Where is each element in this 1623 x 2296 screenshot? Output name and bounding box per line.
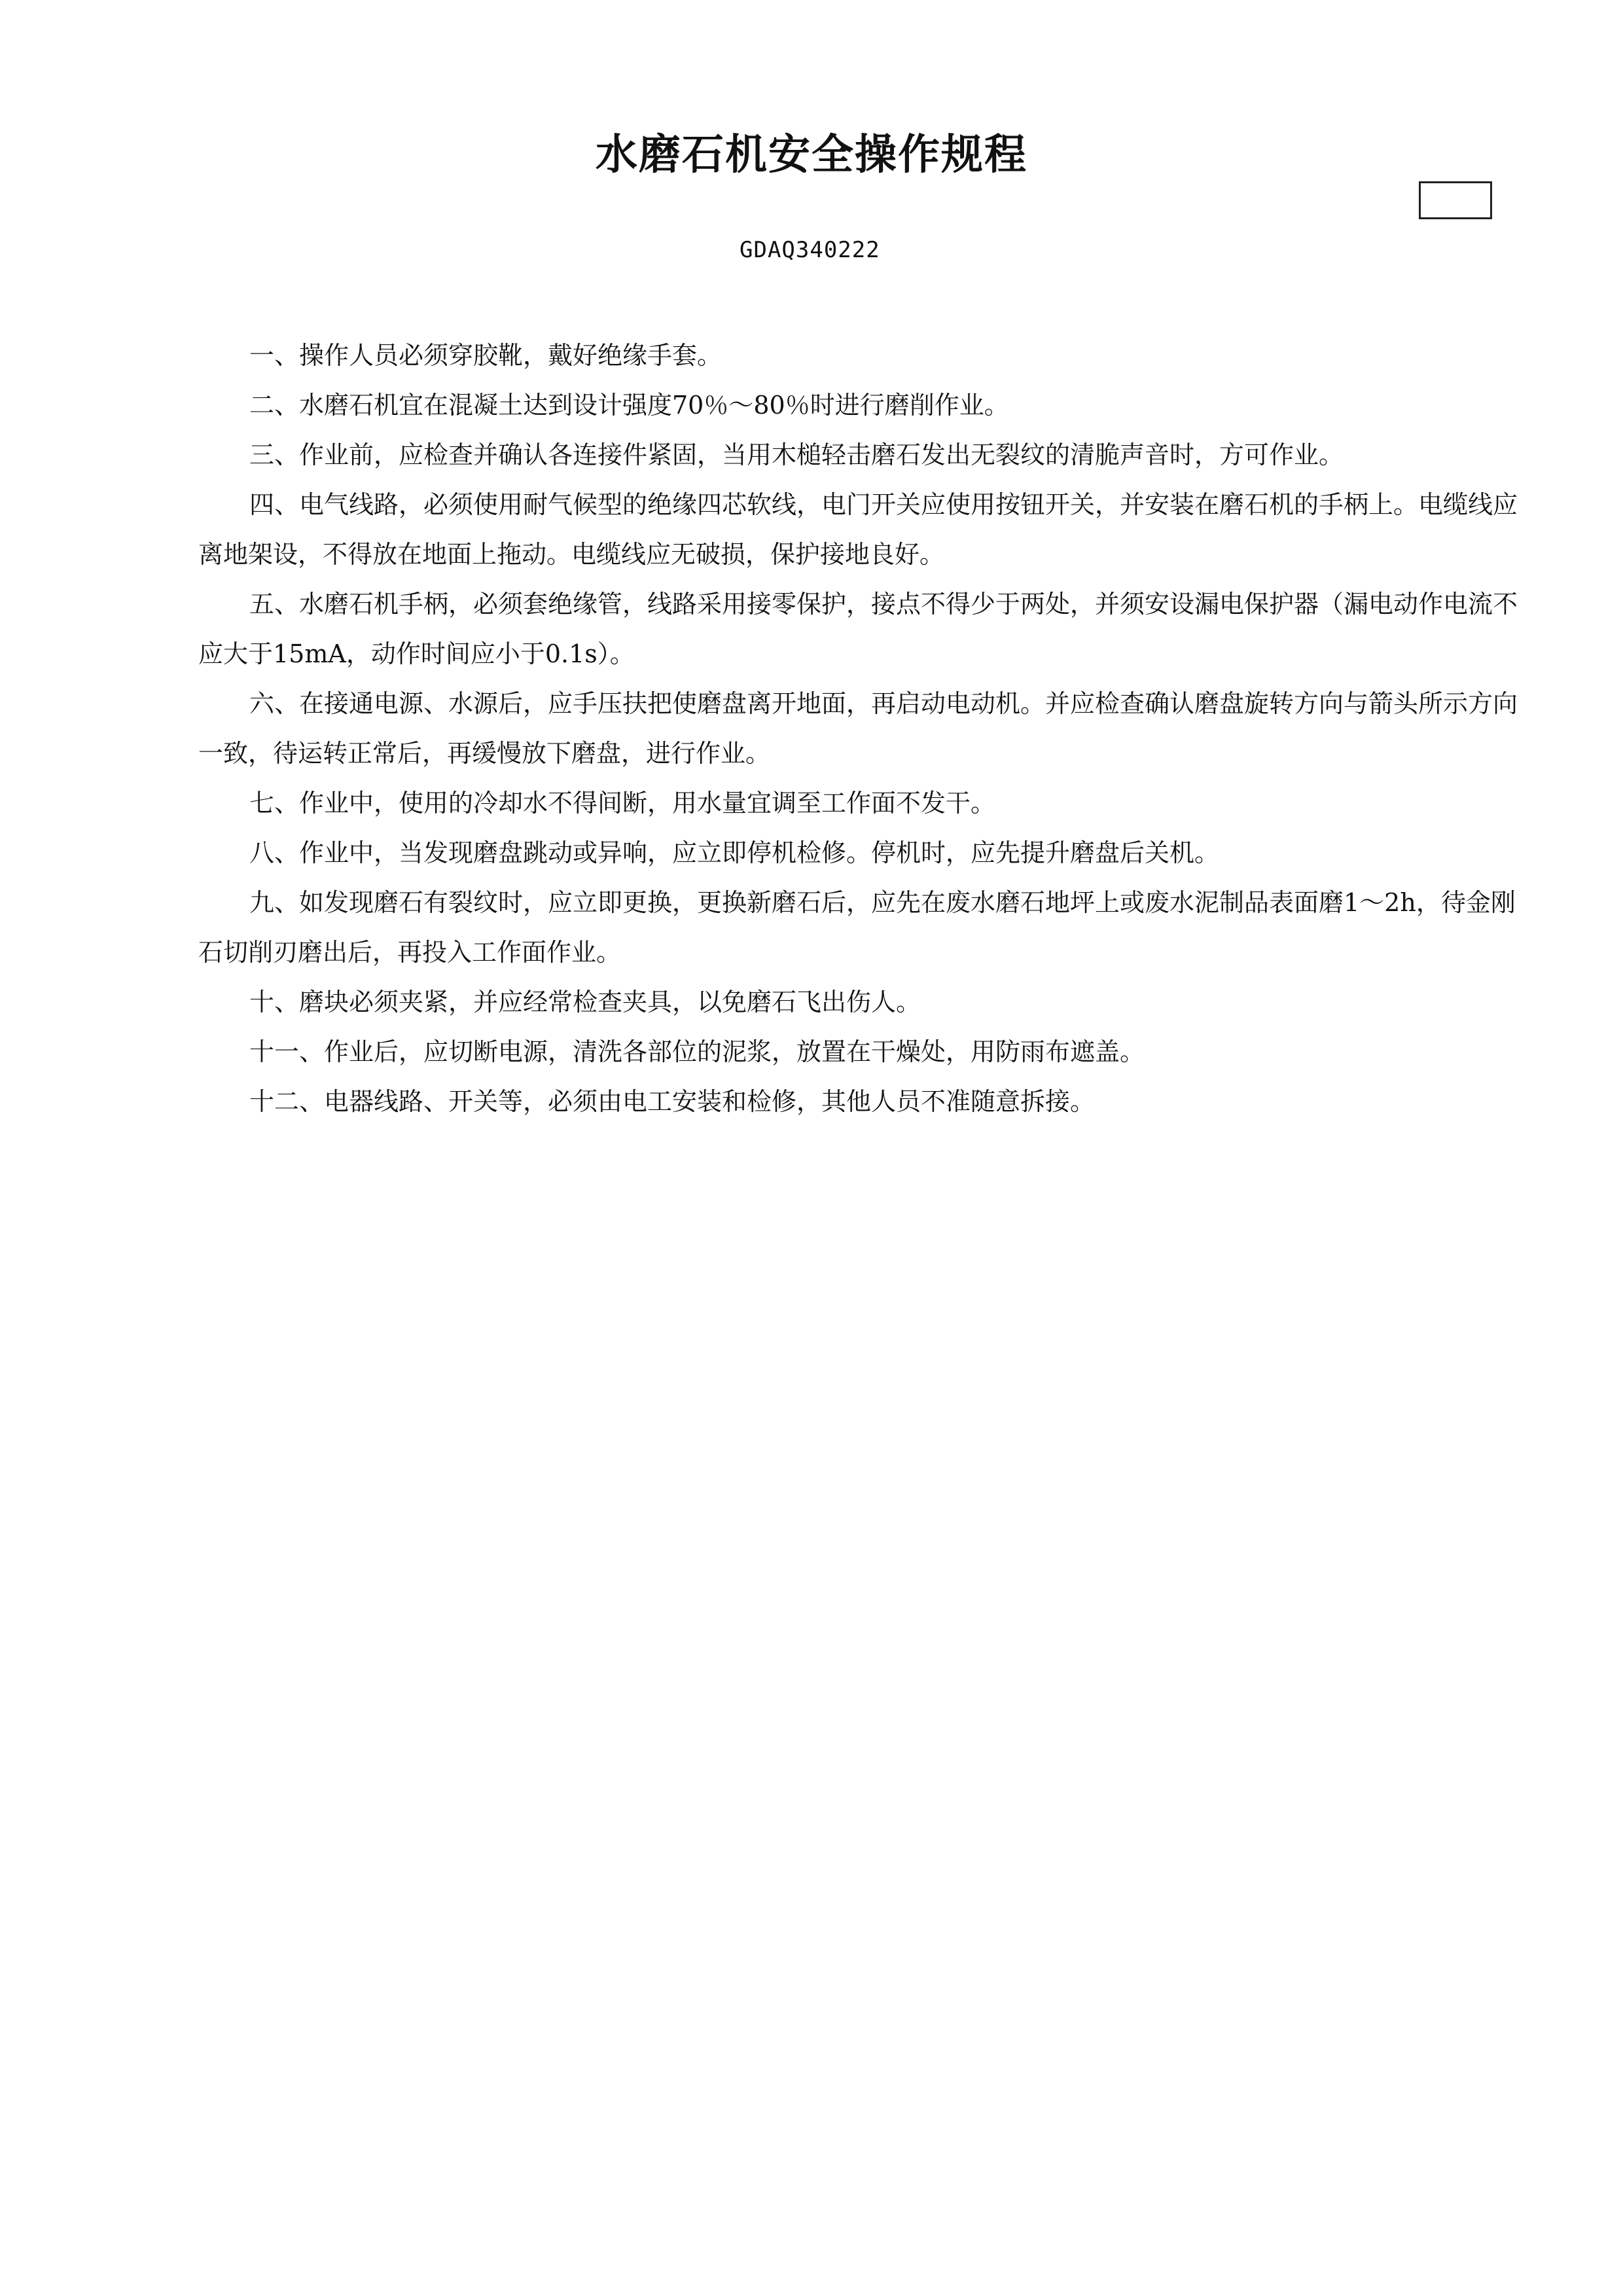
paragraph-2: 二、水磨石机宜在混凝土达到设计强度70％～80％时进行磨削作业。	[249, 391, 1009, 420]
paragraph-10: 十、磨块必须夹紧，并应经常检查夹具，以免磨石飞出伤人。	[249, 988, 921, 1016]
paragraph-4: 四、电气线路，必须使用耐气候型的绝缘四芯软线，电门开关应使用按钮开关，并安装在磨石机的手柄上。电缆线应离地架设，不得放在地面上拖动。电缆线应无破损，保护接地良好。	[198, 490, 1518, 569]
document-body	[198, 331, 1540, 1126]
paragraph-6: 六、在接通电源、水源后，应手压扶把使磨盘离开地面，再启动电动机。并应检查确认磨盘旋转方向与箭头所示方向一致，待运转正常后，再缓慢放下磨盘，进行作业。	[198, 689, 1518, 768]
paragraph-3: 三、作业前，应检查并确认各连接件紧固，当用木槌轻击磨石发出无裂纹的清脆声音时，方可作业。	[249, 440, 1344, 469]
paragraph-1: 一、操作人员必须穿胶靴，戴好绝缘手套。	[249, 341, 722, 370]
paragraph-12: 十二、电器线路、开关等，必须由电工安装和检修，其他人员不准随意拆接。	[249, 1087, 1096, 1116]
paragraph-8: 八、作业中，当发现磨盘跳动或异响，应立即停机检修。停机时，应先提升磨盘后关机。	[249, 838, 1220, 867]
paragraph-7: 七、作业中，使用的冷却水不得间断，用水量宜调至工作面不发干。	[249, 789, 996, 817]
document-code: GDAQ340222	[740, 237, 880, 263]
paragraph-5: 五、水磨石机手柄，必须套绝缘管，线路采用接零保护，接点不得少于两处，并须安设漏电保护器（漏电动作电流不应大于15mA，动作时间应小于0.1s）。	[198, 590, 1518, 668]
paragraph-9: 九、如发现磨石有裂纹时，应立即更换，更换新磨石后，应先在废水磨石地坪上或废水泥制品表面磨1～2h，待金刚石切削刃磨出后，再投入工作面作业。	[198, 888, 1516, 967]
number-box	[1419, 181, 1492, 219]
paragraph-11: 十一、作业后，应切断电源，清洗各部位的泥浆，放置在干燥处，用防雨布遮盖。	[249, 1037, 1145, 1066]
document-title: 水磨石机安全操作规程	[596, 131, 1027, 179]
